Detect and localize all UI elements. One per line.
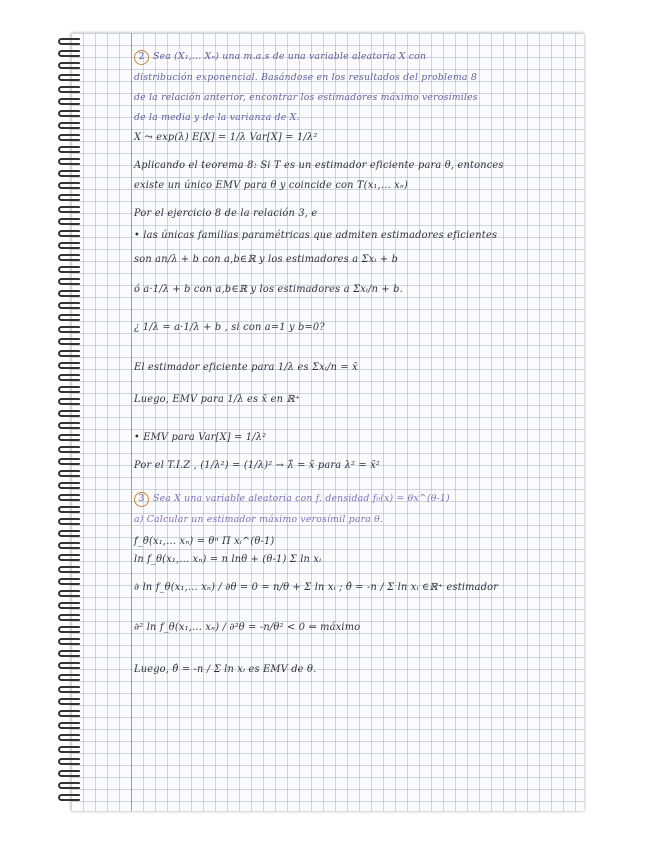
- problem-3-line-1: 3 Sea X una variable aleatoria con f. densidad f₀(x) = θx^(θ-1): [134, 492, 450, 507]
- spiral-ring: [58, 554, 80, 561]
- spiral-ring: [58, 638, 80, 645]
- spiral-ring: [58, 782, 80, 789]
- work-line: Luego, θ̂ = -n / Σ ln xᵢ es EMV de θ.: [134, 664, 317, 675]
- work-line: ∂² ln f_θ(x₁,... xₙ) / ∂²θ = -n/θ² < 0 ⇐ máximo: [134, 622, 361, 633]
- problem-2-line-1: 2 Sea (X₁,... Xₙ) una m.a.s de una variable aleatoria X con: [134, 50, 426, 65]
- spiral-ring: [58, 218, 80, 225]
- work-line: son an/λ + b con a,b∈ℝ y los estimadores a Σxᵢ + b: [134, 254, 399, 265]
- spiral-ring: [58, 662, 80, 669]
- spiral-ring: [58, 302, 80, 309]
- spiral-ring: [58, 62, 80, 69]
- work-line: Por el T.I.Z , (1/λ²) = (1/λ)² → λ̂ = x̄ para λ² = x̄²: [134, 460, 381, 471]
- problem-3-line-2: a) Calcular un estimador máximo verosímil para θ.: [134, 514, 384, 525]
- spiral-ring: [58, 338, 80, 345]
- spiral-ring: [58, 446, 80, 453]
- problem-2-line-3: de la relación anterior, encontrar los estimadores máximo verosímiles: [134, 92, 478, 103]
- spiral-ring: [58, 122, 80, 129]
- spiral-ring: [58, 278, 80, 285]
- work-line: f_θ(x₁,... xₙ) = θⁿ Π xᵢ^(θ-1): [134, 536, 275, 547]
- work-line: ∂ ln f_θ(x₁,... xₙ) / ∂θ = 0 = n/θ + Σ ln xᵢ ; θ̂ = -n / Σ ln xᵢ ∈ℝ⁺ estimador: [134, 582, 499, 593]
- spiral-ring: [58, 686, 80, 693]
- work-line: existe un único EMV para θ y coincide con T(x₁,... xₙ): [134, 180, 409, 191]
- spiral-ring: [58, 374, 80, 381]
- spiral-ring: [58, 266, 80, 273]
- spiral-ring: [58, 110, 80, 117]
- work-line: • las únicas familias paramétricas que admiten estimadores eficientes: [134, 230, 498, 241]
- spiral-ring: [58, 146, 80, 153]
- spiral-ring: [58, 434, 80, 441]
- spiral-ring: [58, 518, 80, 525]
- work-line: ¿ 1/λ = a·1/λ + b , si con a=1 y b=0?: [134, 322, 325, 333]
- problem-number-badge: 2: [134, 50, 149, 65]
- notebook-page: [71, 33, 584, 811]
- spiral-ring: [58, 50, 80, 57]
- spiral-ring: [58, 758, 80, 765]
- spiral-ring: [58, 566, 80, 573]
- work-line: Luego, EMV para 1/λ es x̄ en ℝ⁺: [134, 394, 301, 405]
- spiral-ring: [58, 542, 80, 549]
- work-line: Aplicando el teorema 8: Si T es un estimador eficiente para θ, entonces: [134, 160, 504, 171]
- spiral-ring: [58, 314, 80, 321]
- spiral-ring: [58, 722, 80, 729]
- spiral-ring: [58, 290, 80, 297]
- spiral-ring: [58, 86, 80, 93]
- spiral-ring: [58, 206, 80, 213]
- spiral-ring: [58, 98, 80, 105]
- spiral-ring: [58, 182, 80, 189]
- spiral-ring: [58, 398, 80, 405]
- spiral-ring: [58, 326, 80, 333]
- spiral-ring: [58, 530, 80, 537]
- spiral-ring: [58, 242, 80, 249]
- spiral-ring: [58, 482, 80, 489]
- spiral-ring: [58, 602, 80, 609]
- spiral-binding: [58, 38, 84, 808]
- problem-2-line-4: de la media y de la varianza de X.: [134, 112, 300, 123]
- spiral-ring: [58, 170, 80, 177]
- spiral-ring: [58, 650, 80, 657]
- spiral-ring: [58, 614, 80, 621]
- spiral-ring: [58, 746, 80, 753]
- spiral-ring: [58, 194, 80, 201]
- spiral-ring: [58, 458, 80, 465]
- spiral-ring: [58, 422, 80, 429]
- spiral-ring: [58, 494, 80, 501]
- spiral-ring: [58, 254, 80, 261]
- spiral-ring: [58, 770, 80, 777]
- spiral-ring: [58, 386, 80, 393]
- work-line: X ⤳ exp(λ) E[X] = 1/λ Var[X] = 1/λ²: [134, 132, 318, 143]
- work-line: Por el ejercicio 8 de la relación 3, e: [134, 208, 318, 219]
- margin-line: [131, 33, 132, 811]
- spiral-ring: [58, 590, 80, 597]
- work-line: • EMV para Var[X] = 1/λ²: [134, 432, 267, 443]
- spiral-ring: [58, 230, 80, 237]
- work-line: El estimador eficiente para 1/λ es Σxᵢ/n = x̄: [134, 362, 358, 373]
- work-line: ln f_θ(x₁,... xₙ) = n lnθ + (θ-1) Σ ln xᵢ: [134, 554, 322, 565]
- problem-2-line-2: distribución exponencial. Basándose en los resultados del problema 8: [134, 72, 477, 83]
- spiral-ring: [58, 38, 80, 45]
- spiral-ring: [58, 74, 80, 81]
- problem-number-badge: 3: [134, 492, 149, 507]
- spiral-ring: [58, 578, 80, 585]
- work-line: ó a·1/λ + b con a,b∈ℝ y los estimadores a Σxᵢ/n + b.: [134, 284, 403, 295]
- spiral-ring: [58, 794, 80, 801]
- spiral-ring: [58, 470, 80, 477]
- spiral-ring: [58, 734, 80, 741]
- spiral-ring: [58, 134, 80, 141]
- spiral-ring: [58, 506, 80, 513]
- spiral-ring: [58, 626, 80, 633]
- spiral-ring: [58, 350, 80, 357]
- spiral-ring: [58, 158, 80, 165]
- spiral-ring: [58, 674, 80, 681]
- spiral-ring: [58, 362, 80, 369]
- spiral-ring: [58, 698, 80, 705]
- spiral-ring: [58, 710, 80, 717]
- spiral-ring: [58, 410, 80, 417]
